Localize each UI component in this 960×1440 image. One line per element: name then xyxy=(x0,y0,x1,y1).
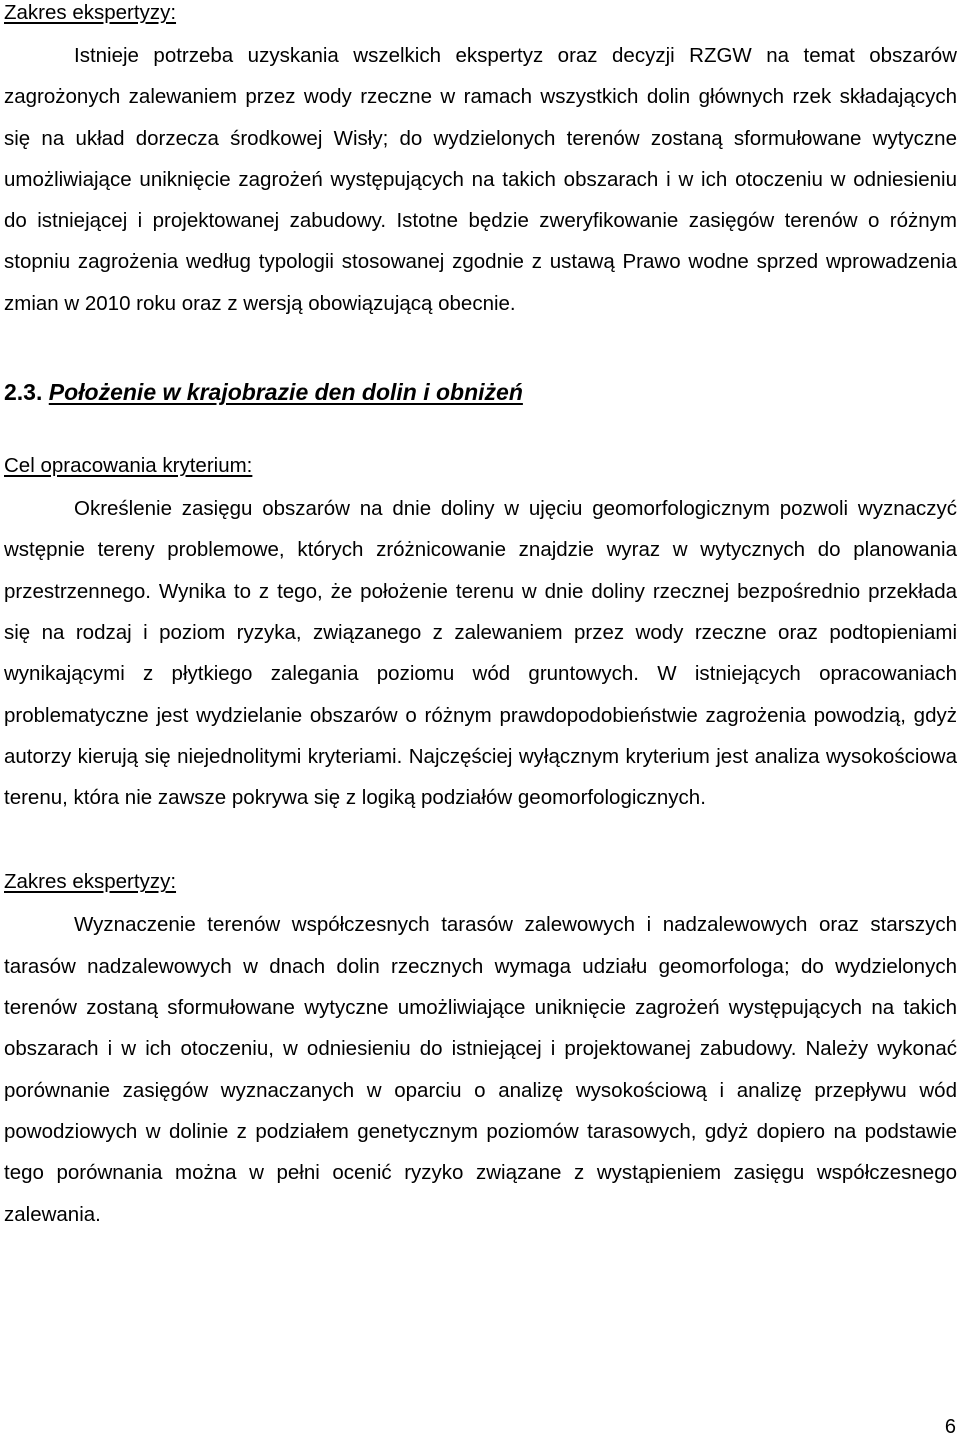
section-label: Zakres ekspertyzy: xyxy=(4,870,177,894)
page-number: 6 xyxy=(944,1416,956,1438)
section-paragraph: Istnieje potrzeba uzyskania wszelkich ekspertyz oraz decyzji RZGW na temat obszarów zagrożonych zalewaniem przez wody rzeczne w ramach wszystkich dolin głównych rzek składających się na układ dorzecza środkowej Wisły; do wydzielonych terenów zostaną sformułowane wytyczne umożliwiające uniknięcie zagrożeń występujących na takich obszarach i w ich otoczeniu w odniesieniu do istniejącej i projektowanej zabudowy. Istotne będzie zweryfikowanie zasięgów terenów o różnym stopniu zagrożenia według typologii stosowanej zgodnie z ustawą Prawo wodne sprzed wprowadzenia zmian w 2010 roku oraz z wersją obowiązującą obecnie. xyxy=(4,44,957,315)
document-page xyxy=(4,0,957,1235)
section-scope-2 xyxy=(4,869,957,1234)
section-paragraph: Określenie zasięgu obszarów na dnie doliny w ujęciu geomorfologicznym pozwoli wyznaczyć wstępnie tereny problemowe, których zróżnicowanie znajdzie wyraz w wytycznych do planowania przestrzennego. Wynika to z tego, że położenie terenu w dnie doliny rzecznej bezpośrednio przekłada się na rodzaj i poziom ryzyka, związanego z zalewaniem przez wody rzeczne oraz podtopieniami wynikającymi z płytkiego zalegania poziomu wód gruntowych. W istniejących opracowaniach problematyczne jest wydzielanie obszarów o różnym prawdopodobieństwie zagrożenia powodzią, gdyż autorzy kierują się niejednolitymi kryteriami. Najczęściej wyłącznym kryterium jest analiza wysokościowa terenu, która nie zawsze pokrywa się z logiką podziałów geomorfologicznych. xyxy=(4,497,957,810)
section-heading xyxy=(4,377,957,407)
section-heading-block xyxy=(4,377,957,407)
section-label: Cel opracowania kryterium: xyxy=(4,454,253,478)
heading-title: Położenie w krajobrazie den dolin i obniżeń xyxy=(48,379,523,406)
section-paragraph: Wyznaczenie terenów współczesnych tarasów zalewowych i nadzalewowych oraz starszych tarasów nadzalewowych w dnach dolin rzecznych wymaga udziału geomorfologa; do wydzielonych terenów zostaną sformułowane wytyczne umożliwiające uniknięcie zagrożeń występujących na takich obszarach i w ich otoczeniu, w odniesieniu do istniejącej i projektowanej zabudowy. Należy wykonać porównanie zasięgów wyznaczanych w oparciu o analizę wysokościową i analizę przepływu wód powodziowych w dolinie z podziałem genetycznym poziomów tarasowych, gdyż dopiero na podstawie tego porównania można w pełni ocenić ryzyko związane z wystąpieniem zasięgu współczesnego zalewania. xyxy=(4,913,957,1226)
section-label: Zakres ekspertyzy: xyxy=(4,1,177,24)
section-scope-1 xyxy=(4,0,957,324)
heading-number: 2.3. xyxy=(4,379,43,406)
section-goal xyxy=(4,453,957,818)
